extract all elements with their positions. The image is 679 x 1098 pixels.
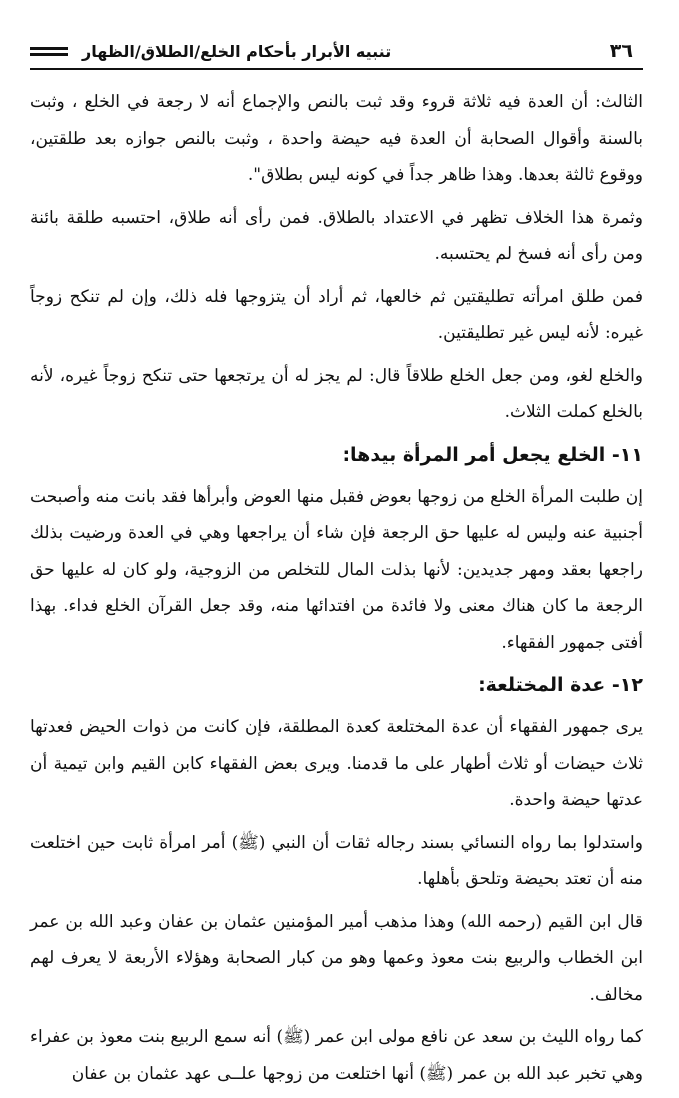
page-number: ٣٦ [609,40,633,62]
paragraph: والخلع لغو، ومن جعل الخلع طلاقاً قال: لم يجز له أن يرتجعها حتى تنكح زوجاً غيره، لأنه بالخلع كملت الثلاث. [30,365,643,422]
running-header [30,34,643,68]
paragraph: إن طلبت المرأة الخلع من زوجها بعوض فقبل منها العوض وأبرأها فقد بانت منه وأصبحت أجنبية عنه وليس له عليها حق الرجعة فإن شاء أن يراجعها وهي في العدة ورضيت بذلك راجعها بعقد ومهر جديدين: لأنها بذلت المال للتخلص من الزوجية، ولو كان له عليها حق الرجعة ما كان هناك معنى ولا فائدة من افتدائها منه، وقد جعل القرآن الخلع فداء. بهذا أفتى جمهور الفقهاء. [30,486,643,653]
header-rule [30,68,643,70]
paragraph: كما رواه الليث بن سعد عن نافع مولى ابن عمر (ﷺ) أنه سمع الربيع بنت معوذ بن عفراء وهي تخبر عبد الله بن عمر (ﷺ) أنها اختلعت من زوجها علــى عهد عثمان بن عفان [30,1027,643,1084]
paragraph: فمن طلق امرأته تطليقتين ثم خالعها، ثم أراد أن يتزوجها فله ذلك، وإن لم تنكح زوجاً غيره: لأنه ليس غير تطليقتين. [30,286,643,343]
header-ornament [30,47,68,56]
section-heading-11: ١١- الخلع يجعل أمر المرأة بيدها: [342,443,643,466]
page-body [30,84,643,1098]
paragraph: قال ابن القيم (رحمه الله) وهذا مذهب أمير المؤمنين عثمان بن عفان وعبد الله بن عمر ابن الخطاب والربيع بنت معوذ وعمها وهو من كبار الصحابة وهؤلاء الأربعة لا يعرف لهم مخالف. [30,911,643,1005]
book-title: تنبيه الأبرار بأحكام الخلع/الطلاق/الظهار [82,41,392,61]
paragraph: وثمرة هذا الخلاف تظهر في الاعتداد بالطلاق. فمن رأى أنه طلاق، احتسبه طلقة بائنة ومن رأى أنه فسخ لم يحتسبه. [30,207,643,264]
paragraph: الثالث: أن العدة فيه ثلاثة قروء وقد ثبت بالنص والإجماع أنه لا رجعة في الخلع ، وثبت بالسنة وأقوال الصحابة أن العدة فيه حيضة واحدة ، وثبت بالنص جوازه بعد طلقتين، ووقوع ثالثة بعدها. وهذا ظاهر جداً في كونه ليس بطلاق". [30,92,643,185]
paragraph: واستدلوا بما رواه النسائي بسند رجاله ثقات أن النبي (ﷺ) أمر امرأة ثابت حين اختلعت منه أن تعتد بحيضة وتلحق بأهلها. [30,832,643,889]
section-heading-12: ١٢- عدة المختلعة: [478,674,643,696]
paragraph: يرى جمهور الفقهاء أن عدة المختلعة كعدة المطلقة، فإن كانت من ذوات الحيض فعدتها ثلاث حيضات أو ثلاث أطهار على ما قدمنا. ويرى بعض الفقهاء كابن القيم وابن تيمية أن عدتها حيضة واحدة. [30,717,643,810]
